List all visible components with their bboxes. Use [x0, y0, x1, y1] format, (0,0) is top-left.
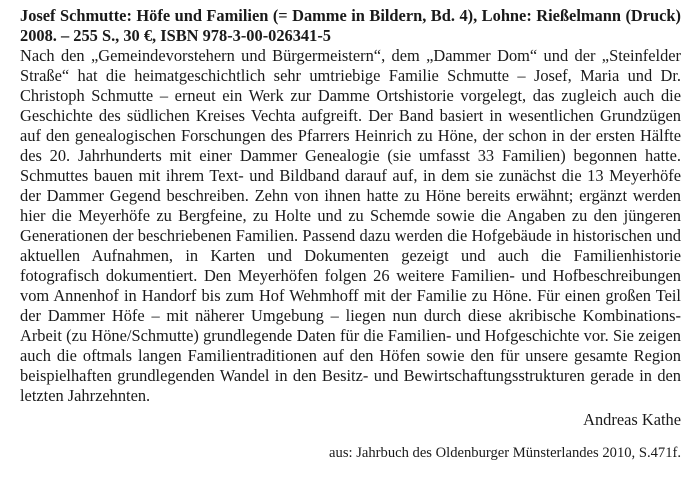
review-page	[20, 6, 681, 462]
source-citation: aus: Jahrbuch des Oldenburger Münsterlandes 2010, S.471f.	[329, 445, 681, 461]
review-author: Andreas Kathe	[583, 410, 681, 429]
review-body-text: Nach den „Gemeindevorstehern und Bürgermeistern“, dem „Dammer Dom“ und der „Steinfelder Straße“ hat die heimatgeschichtlich sehr umtriebige Familie Schmutte – Josef, Maria und Dr. Christoph Schmutte – erneut ein Werk zur Damme Ortshistorie vorgelegt, das zugleich auch die Geschichte des südlichen Kreises Vechta aufgreift. Der Band basiert in wesentlichen Grundzügen auf den genealogischen Forschungen des Pfarrers Heinrich zu Höne, der schon in der ersten Hälfte des 20. Jahrhunderts mit einer Dammer Genealogie (sie umfasst 33 Familien) begonnen hatte. Schmuttes bauen mit ihrem Text- und Bildband darauf auf, in dem sie zunächst die 13 Meyerhöfe der Dammer Gegend beschreiben. Zehn von ihnen hatte zu Höne bereits erwähnt; ergänzt werden hier die Meyerhöfe zu Bergfeine, zu Holte und zu Schemde sowie die Angaben zu den jüngeren Generationen der beschriebenen Familien. Passend dazu werden die Hofgebäude in historischen und aktuellen Aufnahmen, in Karten und Dokumenten gezeigt und auch die Familienhistorie fotografisch dokumentiert. Den Meyerhöfen folgen 26 weitere Familien- und Hofbeschreibungen vom Annenhof in Handorf bis zum Hof Wehmhoff mit der Familie zu Höne. Für einen großen Teil der Dammer Höfe – mit näherer Umgebung – liegen nun durch diese akribische Kombinations-Arbeit (zu Höne/Schmutte) grundlegende Daten für die Familien- und Hofgeschichte vor. Sie zeigen auch die oftmals langen Familientraditionen auf den Höfen sowie den für unsere gesamte Region beispielhaften grundlegenden Wandel in den Besitz- und Bewirtschaftungsstrukturen gerade in den letzten Jahrzehnten.	[20, 46, 681, 405]
book-citation-heading: Josef Schmutte: Höfe und Familien (= Damme in Bildern, Bd. 4), Lohne: Rießelmann (Druck) 2008. – 255 S., 30 €, ISBN 978-3-00-026341-5	[20, 6, 681, 45]
